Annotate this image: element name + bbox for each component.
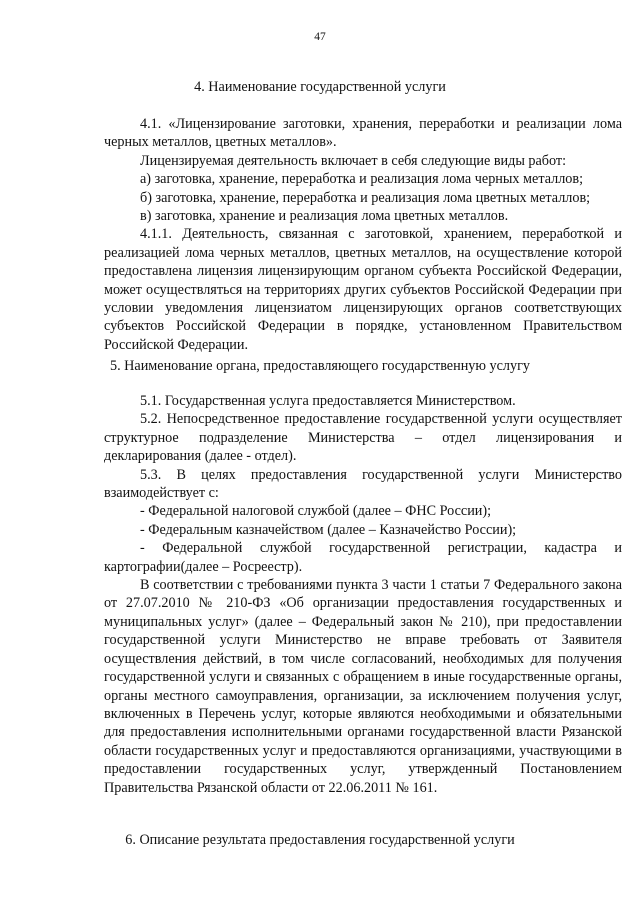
list-item-v: в) заготовка, хранение и реализация лома цветных металлов. [140, 208, 509, 225]
section-6-heading: 6. Описание результата предоставления государственной услуги [125, 832, 515, 848]
section-4-body [104, 115, 622, 354]
section-5-heading: 5. Наименование органа, предоставляющего государственную услугу [109, 358, 531, 374]
section-4-heading: 4. Наименование государственной услуги [194, 79, 446, 95]
paragraph-federal-law: В соответствии с требованиями пункта 3 части 1 статьи 7 Федерального закона от 27.07.2010 № 210-ФЗ «Об организации предоставления государственных и муниципальных услуг» (далее – Федеральный закон № 210), при предоставлении государственной услуги Министерство не вправе требовать от Заявителя осуществления действий, в том числе согласований, необходимых для получения государственной услуги и связанных с обращением в иные государственные органы, органы местного самоуправления, организации, за исключением получения услуг, включенных в Перечень услуг, которые являются необходимыми и обязательными для предоставления исполнительными органами государственной власти Рязанской области государственных услуг и предоставляются организациями, участвующими в предоставлении государственных услуг, утвержденный Постановлением Правительства Рязанской области от 22.06.2011 № 161. [104, 577, 622, 796]
list-item-b: б) заготовка, хранение, переработка и реализация лома цветных металлов; [140, 189, 591, 206]
paragraph-5-2: 5.2. Непосредственное предоставление государственной услуги осуществляет структурное подразделение Министерства – отдел лицензирования и декларирования (далее - отдел). [104, 411, 622, 465]
paragraph-4-1-1: 4.1.1. Деятельность, связанная с заготовкой, хранением, переработкой и реализацией лома черных металлов, цветных металлов, на осуществление которой предоставлена лицензия лицензирующим органом субъекта Российской Федерации, может осуществляться на территориях других субъектов Российской Федерации при условии уведомления лицензиатом лицензирующих органов соответствующих субъектов Российской Федерации в порядке, установленном Правительством Российской Федерации. [104, 226, 622, 353]
paragraph-5-1: 5.1. Государственная услуга предоставляется Министерством. [140, 393, 516, 409]
list-item-rosreestr: - Федеральной службой государственной регистрации, кадастра и картографии(далее – Росреестр). [104, 540, 622, 575]
paragraph-5-3: 5.3. В целях предоставления государственной услуги Министерство взаимодействует с: [104, 466, 622, 502]
list-item-treasury: - Федеральным казначейством (далее – Казначейство России); [140, 521, 517, 538]
list-item-fns: - Федеральной налоговой службой (далее – ФНС России); [140, 503, 492, 520]
list-item-a: а) заготовка, хранение, переработка и реализация лома черных металлов; [140, 171, 584, 188]
page-number: 47 [314, 31, 326, 43]
paragraph-4-1: 4.1. «Лицензирование заготовки, хранения, переработки и реализации лома черных металлов, цветных металлов». [104, 116, 622, 151]
paragraph-activity-intro: Лицензируемая деятельность включает в себя следующие виды работ: [140, 152, 567, 169]
section-5-body [104, 392, 622, 797]
